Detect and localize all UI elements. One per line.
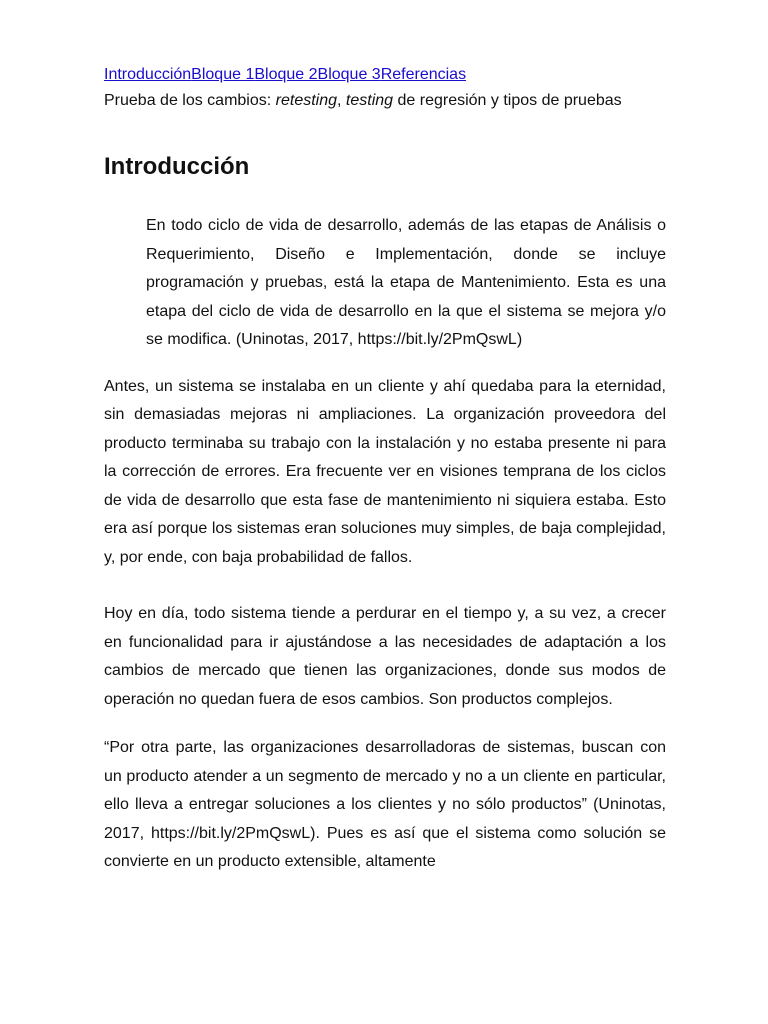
paragraph-hoy-en-dia: Hoy en día, todo sistema tiende a perdurar en el tiempo y, a su vez, a crecer en funcionalidad para ir ajustándose a las necesidades de adaptación a los cambios de mercado que tienen las organizaciones, donde sus modos de operación no quedan fuera de esos cambios. Son productos complejos. bbox=[104, 605, 666, 708]
paragraph-por-otra-parte: “Por otra parte, las organizaciones desarrolladoras de sistemas, buscan con un producto atender a un segmento de mercado y no a un cliente en particular, ello lleva a entregar soluciones a los clientes y no sólo productos” (Uninotas, 2017, https://bit.ly/2PmQswL). Pues es así que el sistema como solución se convierte en un producto extensible, altamente bbox=[104, 739, 666, 870]
nav-link-referencias[interactable]: Referencias bbox=[380, 66, 467, 83]
section-nav bbox=[104, 62, 666, 88]
paragraph-antes: Antes, un sistema se instalaba en un cliente y ahí quedaba para la eternidad, sin demasiadas mejoras ni ampliaciones. La organización proveedora del producto terminaba su trabajo con la instalación y no estaba presente ni para la corrección de errores. Era frecuente ver en visiones temprana de los ciclos de vida de desarrollo que esta fase de mantenimiento ni siquiera estaba. Esto era así porque los sistemas eran soluciones muy simples, de baja complejidad, y, por ende, con baja probabilidad de fallos. bbox=[104, 377, 666, 566]
nav-link-bloque-1[interactable]: Bloque 1 bbox=[191, 66, 255, 83]
subtitle-text-2: , bbox=[337, 92, 346, 109]
section-heading: Introducción bbox=[104, 153, 250, 180]
subtitle-italic-retesting: retesting bbox=[275, 92, 338, 109]
subtitle-text-3: de regresión y tipos de pruebas bbox=[393, 92, 622, 109]
block-quote: En todo ciclo de vida de desarrollo, además de las etapas de Análisis o Requerimiento, Diseño e Implementación, donde se incluye programación y pruebas, está la etapa de Mantenimiento. Esta es una etapa del ciclo de vida de desarrollo en la que el sistema se mejora y/o se modifica. (Uninotas, 2017, https://bit.ly/2PmQswL) bbox=[146, 217, 666, 348]
nav-link-introduccion[interactable]: Introducción bbox=[104, 66, 192, 83]
nav-link-bloque-3[interactable]: Bloque 3 bbox=[317, 66, 381, 83]
subtitle-text-1: Prueba de los cambios: bbox=[104, 92, 276, 109]
document-subtitle bbox=[104, 88, 666, 114]
document-page bbox=[104, 62, 666, 877]
nav-link-bloque-2[interactable]: Bloque 2 bbox=[254, 66, 318, 83]
subtitle-italic-testing: testing bbox=[345, 92, 394, 109]
